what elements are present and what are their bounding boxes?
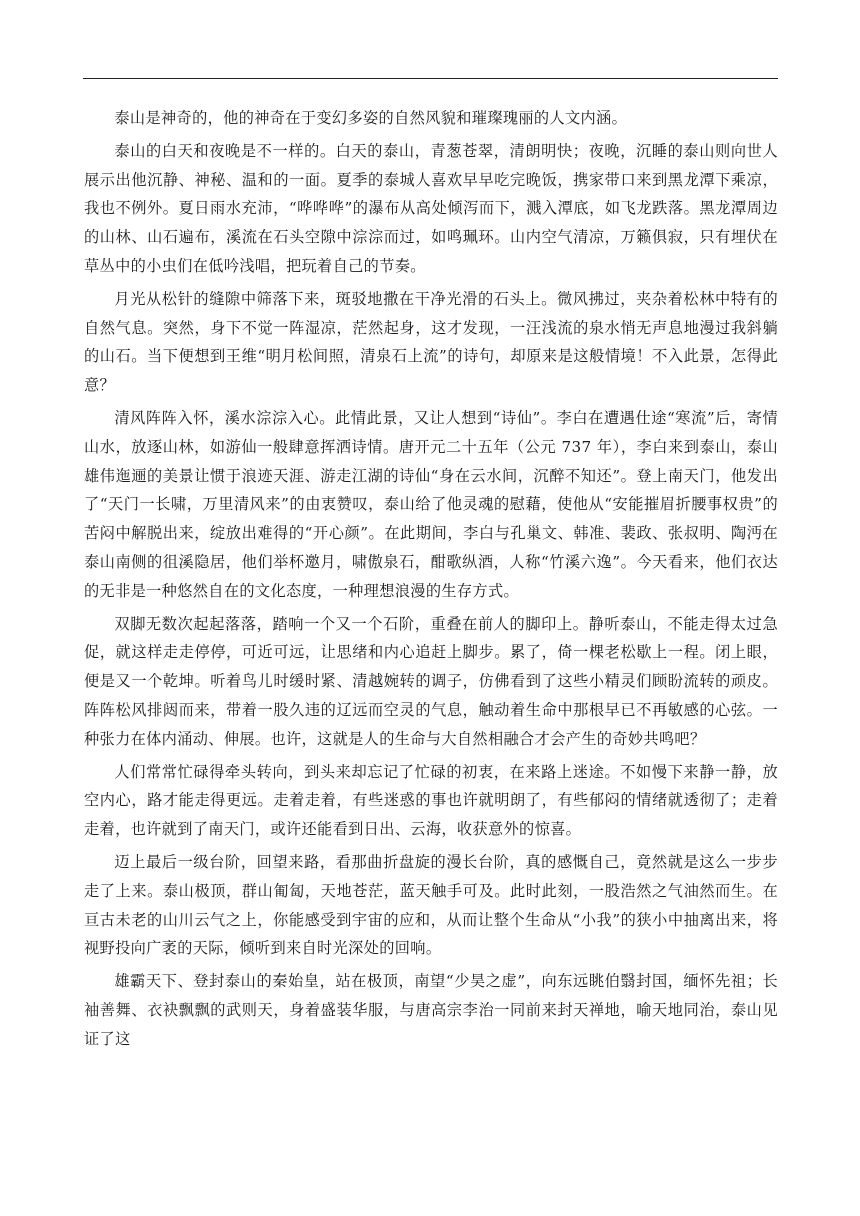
- paragraph: 人们常常忙碌得牵头转向，到头来却忘记了忙碌的初衷，在来路上迷途。不如慢下来静一静，放空内心，路才能走得更远。走着走着，有些迷惑的事也许就明朗了，有些郁闷的情绪就透彻了；走着走着，也许就到了南天门，或许还能看到日出、云海，收获意外的惊喜。: [84, 762, 778, 839]
- paragraph: 泰山的白天和夜晚是不一样的。白天的泰山，青葱苍翠，清朗明快；夜晚，沉睡的泰山则向世人展示出他沉静、神秘、温和的一面。夏季的泰城人喜欢早早吃完晚饭，携家带口来到黑龙潭下乘凉，我也不例外。夏日雨水充沛，“哗哗哗”的瀑布从高处倾泻而下，溅入潭底，如飞龙跌落。黑龙潭周边的山林、山石遍布，溪流在石头空隙中淙淙而过，如鸣珮环。山内空气清凉，万籁俱寂，只有埋伏在草丛中的小虫们在低吟浅唱，把玩着自己的节奏。: [84, 141, 778, 275]
- paragraph: 清风阵阵入怀，溪水淙淙入心。此情此景，又让人想到“诗仙”。李白在遭遇仕途“寒流”后，寄情山水，放逐山林，如游仙一般肆意挥洒诗情。唐开元二十五年（公元 737 年），李白来到泰山，泰山雄伟迤逦的美景让惯于浪迹天涯、游走江湖的诗仙“身在云水间，沉醉不知还”。登上南天门，他发出了“天门一长啸，万里清风来”的由衷赞叹，泰山给了他灵魂的慰藉，使他从“安能摧眉折腰事权贵”的苦闷中解脱出来，绽放出难得的“开心颜”。在此期间，李白与孔巢文、韩准、裴政、张叔明、陶沔在泰山南侧的徂溪隐居，他们举杯邀月，啸傲泉石，酣歌纵酒，人称“竹溪六逸”。今天看来，他们衣达的无非是一种悠然自在的文化态度，一种理想浪漫的生存方式。: [84, 408, 778, 600]
- paragraph: 雄霸天下、登封泰山的秦始皇，站在极顶，南望“少昊之虚”，向东远眺伯翳封国，缅怀先祖；长袖善舞、衣袂飘飘的武则天，身着盛装华服，与唐高宗李治一同前来封天禅地，喻天地同治，泰山见证了这: [84, 972, 778, 1048]
- paragraph: 泰山是神奇的，他的神奇在于变幻多姿的自然风貌和璀璨瑰丽的人文内涵。: [114, 109, 628, 127]
- header-rule: [83, 78, 778, 79]
- article-body: [84, 104, 778, 1058]
- paragraph: 双脚无数次起起落落，踏响一个又一个石阶，重叠在前人的脚印上。静听泰山，不能走得太过急促，就这样走走停停，可近可远，让思绪和内心追赶上脚步。累了，倚一棵老松歇上一程。闭上眼，便是又一个乾坤。听着鸟儿时缓时紧、清越婉转的调子，仿佛看到了这些小精灵们顾盼流转的顽皮。阵阵松风排闼而来，带着一股久违的辽远而空灵的气息，触动着生命中那根早已不再敏感的心弦。一种张力在体内涌动、伸展。也许，这就是人的生命与大自然相融合才会产生的奇妙共鸣吧？: [84, 614, 778, 748]
- paragraph: 月光从松针的缝隙中筛落下来，斑驳地撒在干净光滑的石头上。微风拂过，夹杂着松林中特有的自然气息。突然，身下不觉一阵湿凉，茫然起身，这才发现，一汪浅流的泉水悄无声息地漫过我斜躺的山石。当下便想到王维“明月松间照，清泉石上流”的诗句，却原来是这般情境！不入此景，怎得此意？: [84, 289, 778, 395]
- paragraph: 迈上最后一级台阶，回望来路，看那曲折盘旋的漫长台阶，真的感慨自己，竟然就是这么一步步走了上来。泰山极顶，群山匍匐，天地苍茫，蓝天触手可及。此时此刻，一股浩然之气油然而生。在亘古未老的山川云气之上，你能感受到宇宙的应和，从而让整个生命从“小我”的狭小中抽离出来，将视野投向广袤的天际，倾听到来自时光深处的回响。: [84, 852, 778, 958]
